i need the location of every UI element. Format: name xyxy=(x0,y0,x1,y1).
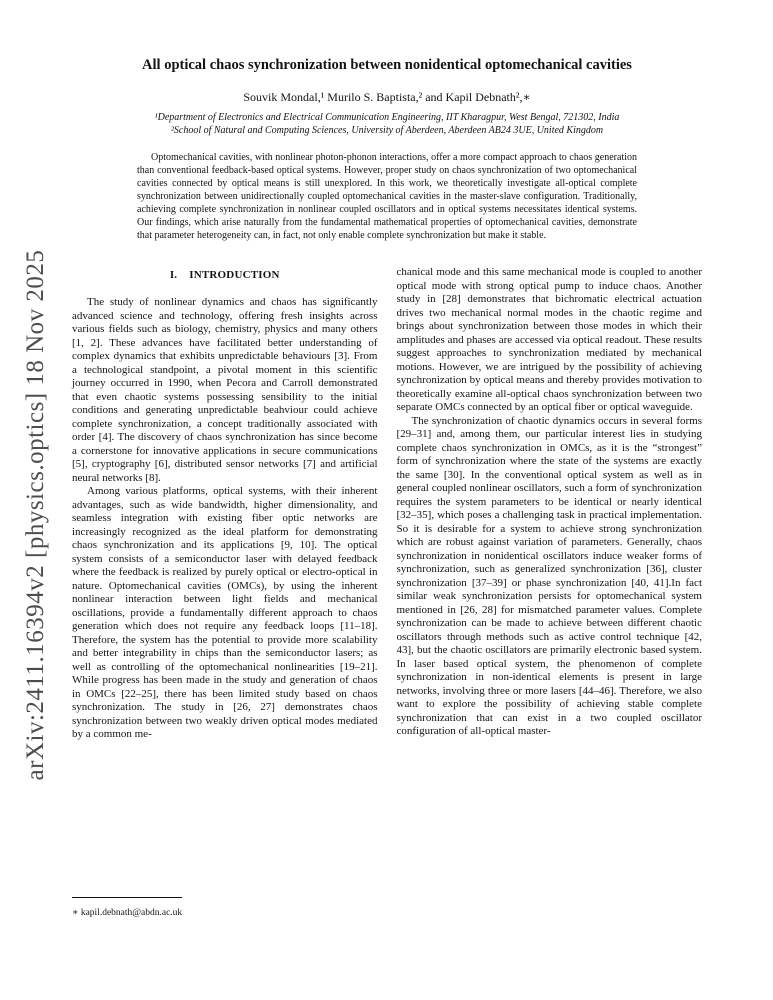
paper-content xyxy=(72,56,702,742)
section-number: I. xyxy=(169,269,178,281)
two-column-body xyxy=(72,266,702,742)
paragraph: chanical mode and this same mechanical mode is coupled to another optical mode with strong optical pump to induce chaos. Another study in [28] demonstrates that bichromatic electrical actuation drives two mechanical normal modes in the chaotic regime and brings about synchronization between those modes in which their amplitudes and phases are accessed via optical readout. These results suggest approaches to synchronization mediated by mechanical motions. However, we are intrigued by the possibility of achieving synchronization by optical means and thereby provides motivation to theoretically examine all-optical chaos synchronization between two separate OMCs connected by an optical fiber or optical waveguide. xyxy=(396,266,702,413)
abstract: Optomechanical cavities, with nonlinear photon-phonon interactions, offer a more compact approach to chaos generation than conventional feedback-based optical systems. However, proper study on chaos synchronization of two optomechanical cavities connected by optical means is still unexplored. In this work, we theoretically investigate all-optical complete synchronization between unidirectionally coupled optomechanical cavities in the master-slave configuration. Traditionally, achieving complete synchronization in nonlinear coupled oscillators and in optical systems necessitates identical systems. Our findings, which arise naturally from the fundamental mathematical properties of optomechanical cavities, demonstrate that parameter heterogeneity can, in fact, not only enable complete synchronization but make it stable. xyxy=(137,152,637,241)
affiliation-2: ²School of Natural and Computing Sciences, University of Aberdeen, Aberdeen AB24 3UE, United Kingdom xyxy=(170,124,604,136)
arxiv-watermark: arXiv:2411.16394v2 [physics.optics] 18 Nov 2025 xyxy=(22,249,49,781)
footnote-block xyxy=(72,897,378,919)
footnote-email: ∗ kapil.debnath@abdn.ac.uk xyxy=(72,908,183,918)
section-heading-introduction xyxy=(72,269,378,281)
left-column xyxy=(72,266,378,742)
affiliation-1: ¹Department of Electronics and Electrical Communication Engineering, IIT Kharagpur, West Bengal, 721302, India xyxy=(154,112,620,123)
section-title: INTRODUCTION xyxy=(189,269,280,281)
right-column xyxy=(397,266,703,742)
paragraph: Among various platforms, optical systems, with their inherent advantages, such as wide bandwidth, higher dimensionality, and seamless integration with existing fiber optic networks are increasingly recognized as the ideal platform for demonstrating chaos synchronization and its applications [9, 10]. The optical system consists of a semiconductor laser with delayed feedback where the feedback is realized by purely optical or electro-optical in nature. Optomechanical cavities (OMCs), by using the inherent nonlinear interaction between light fields and mechanical oscillations, provide a fundamentally different approach to chaos generation which does not require any feedback loops [11–18]. Therefore, the system has the potential to provide more scalability and better integrability in chips than the semiconductor lasers; as well as controlling of the optomechanical nonlinearities [19–21]. While progress has been made in the study and generation of chaos in OMCs [22–25], there has been limited study based on chaos synchronization. The study in [26, 27] demonstrates chaos synchronization between two weakly driven optical modes mediated by a common me- xyxy=(72,485,378,740)
author-line: Souvik Mondal,¹ Murilo S. Baptista,² and Kapil Debnath²,∗ xyxy=(243,90,531,104)
paragraph: The study of nonlinear dynamics and chaos has significantly advanced science and technology, offering fresh insights across various fields such as biology, chemistry, physics and many others [1, 2]. These advances have facilitated better understanding of complex dynamics that exhibits unpredictable behaviours [3]. From a technological standpoint, a pivotal moment in this scientific journey occurred in 1990, when Pecora and Carroll demonstrated that even chaotic systems possessing sensibility to the initial conditions and generating unpredictable beahviour could achieve complete synchronization, a concept traditionally associated with order [4]. The discovery of chaos synchronization has since become a cornerstone for innovative applications in secure communications [5], cryptography [6], distributed sensor networks [7] and artificial neural networks [8]. xyxy=(72,296,378,484)
footnote-rule xyxy=(72,897,182,898)
paragraph: The synchronization of chaotic dynamics occurs in several forms [29–31] and, among them, our particular interest lies in studying complete chaos synchronization in OMCs, as it is the “strongest” form of synchronization where the state of the systems are exactly the same [30]. In the conventional optical system as well as in general coupled nonlinear oscillators, such a form of synchronization requires the system parameters to be identical or nearly identical [32–35], which poses a challenging task in practical implementation. So it is desirable for a system to achieve strong synchronization which are robust against variation of parameters. Generally, chaos synchronization in nonidentical oscillators induce weaker forms of synchronization, such as generalized synchronization [36], cluster synchronization [37–39] or phase synchronization [40, 41].In fact similar weak synchronization persists for optomechanical system mentioned in [26, 28] for mismatched parameter values. Complete synchronization can be made to achieve between different chaotic oscillators through methods such as active control technique [42, 43], but the chaotic oscillators are primarily electronic based system. In laser based optical system, the phenomenon of complete synchronization in non-identical elements is present in large networks, involving three or more lasers [44–46]. Therefore, we also want to explore the possibility of achieving stable complete synchronization that can exist in a two coupled oscillator configuration of all-optical master- xyxy=(396,414,702,737)
paper-title: All optical chaos synchronization between nonidentical optomechanical cavities xyxy=(142,57,632,73)
